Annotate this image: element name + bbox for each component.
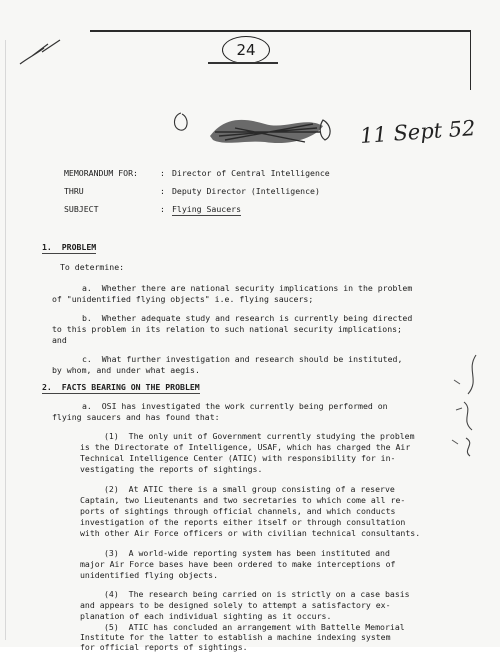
right-rule [470, 30, 471, 90]
facts-p2-line-4: investigation of the reports either itself or through consultation [80, 517, 406, 527]
facts-a-line-1: a. OSI has investigated the work currently being performed on [82, 401, 388, 411]
facts-p2-line-1: (2) At ATIC there is a small group consisting of a reserve [104, 484, 395, 494]
memo-to-label: MEMORANDUM FOR: [64, 168, 138, 178]
facts-p4-line-3: planation of each individual sighting as it occurs. [80, 611, 332, 621]
facts-p3-line-2: major Air Force bases have been ordered to make interceptions of [80, 559, 396, 569]
redaction-scribble [205, 106, 335, 156]
memo-to-sep: : [160, 168, 165, 178]
problem-b-line-2: to this problem in its relation to such national security implications; [52, 324, 402, 334]
facts-p4-line-1: (4) The research being carried on is strictly on a case basis [104, 589, 410, 599]
facts-p5-line-2: Institute for the latter to establish a machine indexing system [80, 632, 391, 642]
problem-a-line-2: of "unidentified flying objects" i.e. flying saucers; [52, 294, 314, 304]
facts-p4-line-2: and appears to be designed solely to attempt a satisfactory ex- [80, 600, 391, 610]
facts-p1-line-1: (1) The only unit of Government currently studying the problem [104, 431, 415, 441]
facts-p3-line-1: (3) A world-wide reporting system has been instituted and [104, 548, 390, 558]
facts-p5-line-3: for official reports of sightings. [80, 642, 248, 652]
memo-subject-sep: : [160, 204, 165, 214]
memo-thru-value: Deputy Director (Intelligence) [172, 186, 320, 196]
facts-p2-line-5: with other Air Force officers or with civilian technical consultants. [80, 528, 421, 538]
problem-c-line-2: by whom, and under what aegis. [52, 365, 200, 375]
memo-thru-sep: : [160, 186, 165, 196]
margin-handwriting [446, 350, 486, 460]
facts-p2-line-3: ports of sightings through official channels, and which conducts [80, 506, 396, 516]
problem-b-line-1: b. Whether adequate study and research is currently being directed [82, 313, 413, 323]
problem-c-line-1: c. What further investigation and research should be instituted, [82, 354, 403, 364]
problem-b-line-3: and [52, 335, 67, 345]
facts-p1-line-3: Technical Intelligence Center (ATIC) with responsibility for in- [80, 453, 396, 463]
facts-p5-line-1: (5) ATIC has concluded an arrangement with Battelle Memorial [104, 622, 405, 632]
left-edge-shadow [5, 40, 6, 640]
memo-subject-value: Flying Saucers [172, 204, 242, 214]
problem-a-line-1: a. Whether there are national security implications in the problem [82, 283, 413, 293]
facts-p1-line-2: is the Directorate of Intelligence, USAF, which has charged the Air [80, 442, 411, 452]
handwritten-date: 11 Sept 52 [359, 116, 477, 148]
facts-a-line-2: flying saucers and has found that: [52, 412, 220, 422]
section-facts-heading: 2. FACTS BEARING ON THE PROBLEM [42, 382, 200, 392]
top-rule [90, 30, 470, 32]
facts-p3-line-3: unidentified flying objects. [80, 570, 219, 580]
memo-subject-label: SUBJECT [64, 204, 99, 214]
memo-thru-label: THRU [64, 186, 84, 196]
scribble-mark-left [18, 38, 62, 68]
facts-p1-line-4: vestigating the reports of sightings. [80, 464, 263, 474]
page-number: 24 [222, 36, 270, 64]
facts-p2-line-2: Captain, two Lieutenants and two secretaries to which come all re- [80, 495, 406, 505]
problem-intro: To determine: [60, 262, 125, 272]
section-problem-heading: 1. PROBLEM [42, 242, 97, 252]
memo-to-value: Director of Central Intelligence [172, 168, 330, 178]
page-number-underline [208, 62, 278, 64]
handwritten-loop-mark [170, 110, 192, 136]
